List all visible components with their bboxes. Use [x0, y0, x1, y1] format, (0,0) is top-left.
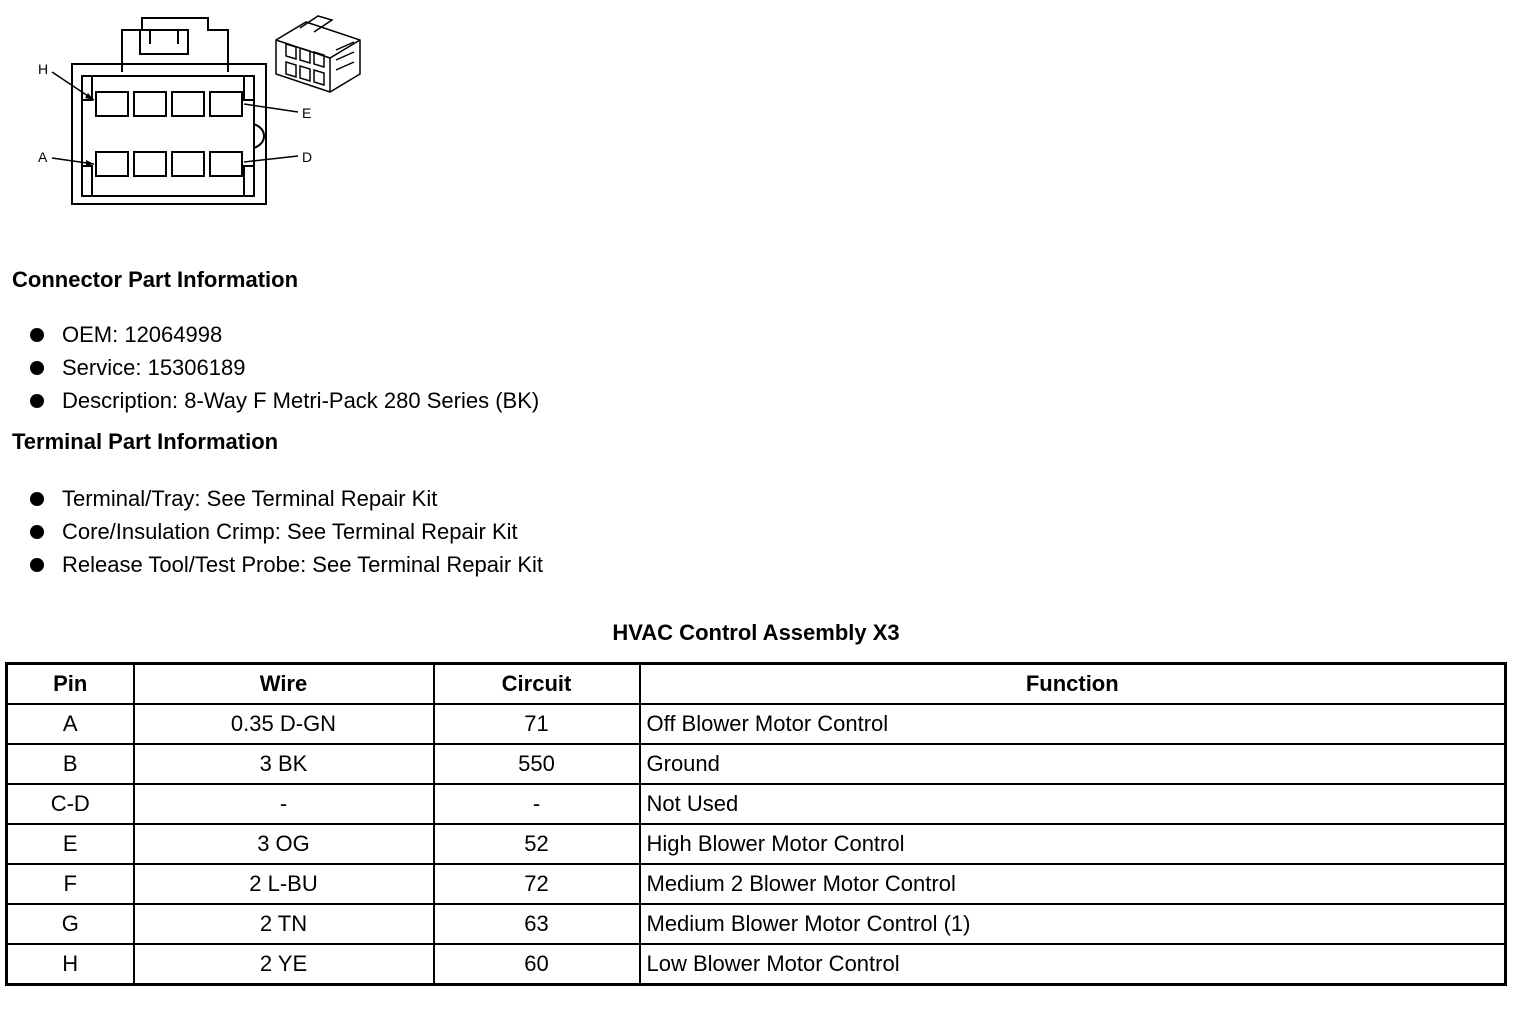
cell-circuit: 550	[434, 744, 640, 784]
cell-circuit: 63	[434, 904, 640, 944]
bullet-icon	[30, 525, 44, 539]
pinout-table	[5, 662, 1507, 986]
bullet-icon	[30, 558, 44, 572]
terminal-release-tool: Release Tool/Test Probe: See Terminal Repair Kit	[62, 552, 543, 577]
table-title: HVAC Control Assembly X3	[612, 620, 900, 645]
cell-function: Medium 2 Blower Motor Control	[640, 864, 1506, 904]
cell-function: Low Blower Motor Control	[640, 944, 1506, 985]
cell-wire: 3 BK	[134, 744, 434, 784]
table-row	[7, 744, 1506, 784]
bullet-icon	[30, 394, 44, 408]
cell-circuit: -	[434, 784, 640, 824]
cell-pin: F	[7, 864, 134, 904]
header-circuit: Circuit	[434, 664, 640, 705]
bullet-icon	[30, 492, 44, 506]
table-row	[7, 864, 1506, 904]
pin-label-a: A	[38, 149, 48, 165]
cell-wire: 2 YE	[134, 944, 434, 985]
cell-circuit: 52	[434, 824, 640, 864]
cell-pin: C-D	[7, 784, 134, 824]
bullet-icon	[30, 361, 44, 375]
cell-wire: -	[134, 784, 434, 824]
terminal-info-list	[30, 482, 543, 581]
cell-function: Off Blower Motor Control	[640, 704, 1506, 744]
cell-circuit: 71	[434, 704, 640, 744]
list-item	[30, 482, 543, 515]
cell-pin: H	[7, 944, 134, 985]
list-item	[30, 548, 543, 581]
bullet-icon	[30, 328, 44, 342]
table-row	[7, 784, 1506, 824]
connector-oem: OEM: 12064998	[62, 322, 223, 347]
cell-pin: A	[7, 704, 134, 744]
table-header-row	[7, 664, 1506, 705]
cell-wire: 3 OG	[134, 824, 434, 864]
cell-function: Medium Blower Motor Control (1)	[640, 904, 1506, 944]
list-item	[30, 351, 539, 384]
terminal-info-heading: Terminal Part Information	[12, 429, 279, 454]
pin-label-e: E	[302, 105, 312, 121]
table-row	[7, 824, 1506, 864]
cell-pin: G	[7, 904, 134, 944]
list-item	[30, 318, 539, 351]
connector-info-list	[30, 318, 539, 417]
list-item	[30, 384, 539, 417]
header-function: Function	[640, 664, 1506, 705]
cell-function: Not Used	[640, 784, 1506, 824]
list-item	[30, 515, 543, 548]
header-pin: Pin	[7, 664, 134, 705]
cell-wire: 2 L-BU	[134, 864, 434, 904]
table-row	[7, 704, 1506, 744]
connector-service: Service: 15306189	[62, 355, 246, 380]
cell-function: Ground	[640, 744, 1506, 784]
cell-function: High Blower Motor Control	[640, 824, 1506, 864]
pin-label-h: H	[38, 61, 49, 77]
connector-diagram	[0, 0, 380, 220]
table-row	[7, 944, 1506, 985]
cell-wire: 0.35 D-GN	[134, 704, 434, 744]
cell-wire: 2 TN	[134, 904, 434, 944]
connector-info-heading: Connector Part Information	[12, 267, 299, 292]
table-row	[7, 904, 1506, 944]
header-wire: Wire	[134, 664, 434, 705]
cell-pin: E	[7, 824, 134, 864]
cell-circuit: 72	[434, 864, 640, 904]
connector-description: Description: 8-Way F Metri-Pack 280 Series (BK)	[62, 388, 540, 413]
terminal-crimp: Core/Insulation Crimp: See Terminal Repair Kit	[62, 519, 518, 544]
cell-pin: B	[7, 744, 134, 784]
terminal-tray: Terminal/Tray: See Terminal Repair Kit	[62, 486, 438, 511]
pin-label-d: D	[302, 149, 313, 165]
cell-circuit: 60	[434, 944, 640, 985]
